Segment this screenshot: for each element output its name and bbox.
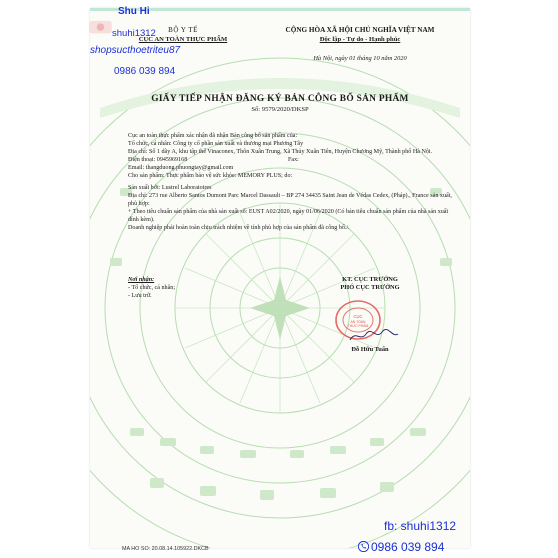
document-number: Số: 9579/2020/DKSP — [251, 106, 309, 113]
body-email: Email: thangduong.phuongtay@gmail.com — [128, 165, 234, 172]
document-body — [128, 132, 456, 232]
recipient-item: - Tổ chức, cá nhân; — [128, 285, 176, 292]
dossier-code: MA HO SO: 20.08.14.105922.DKCB — [122, 546, 209, 552]
signature-line-2: PHÓ CỤC TRƯỞNG — [340, 284, 400, 292]
watermark-handle: shuhi1312 — [112, 28, 156, 39]
watermark-phone-bottom-text: 0986 039 894 — [371, 540, 445, 554]
recipients-block — [128, 276, 278, 300]
body-standard: + Theo tiêu chuẩn sản phẩm của nhà sản xuất số: EUST A02/2020, ngày 01/06/2020 (Có bản tiêu chuẩn sản phẩm của nhà sản xuất đính kèm). — [128, 208, 449, 223]
certificate-document — [90, 8, 470, 548]
signature-title — [305, 276, 435, 293]
document-title: GIẤY TIẾP NHẬN ĐĂNG KÝ BẢN CÔNG BỐ SẢN PHẨM — [151, 94, 409, 104]
watermark-name: Shu Hi — [118, 6, 150, 17]
body-organization: Tổ chức, cá nhân: Công ty cổ phần sản xuất và thương mại Phương Tây — [128, 141, 304, 148]
ministry-name: BỘ Y TẾ — [168, 26, 198, 34]
body-intro: Cục an toàn thực phẩm xác nhận đã nhận Bản công bố sản phẩm của: — [128, 133, 298, 139]
issue-date: Hà Nội, ngày 01 tháng 10 năm 2020 — [313, 55, 407, 62]
national-motto: Độc lập - Tự do - Hạnh phúc — [319, 36, 401, 43]
stamp-text: CỤC — [353, 314, 363, 319]
body-fax: Fax: — [288, 157, 299, 164]
watermark-facebook: fb: shuhi1312 — [384, 519, 457, 533]
phone-icon — [358, 541, 369, 552]
watermark-shop: shopsucthoetriteu87 — [90, 45, 181, 56]
body-phone-line — [128, 156, 456, 164]
watermark-phone: 0986 039 894 — [114, 66, 176, 77]
watermark-phone-bottom — [358, 540, 444, 554]
recipient-item: - Lưu trữ. — [128, 293, 152, 300]
body-manufacturer: Sản xuất bởi: Lustrel Laboratoires — [128, 184, 212, 191]
nation-name: CỘNG HÒA XÃ HỘI CHỦ NGHĨA VIỆT NAM — [285, 26, 435, 34]
handwritten-signature — [348, 328, 400, 344]
recipients-label: Nơi nhận: — [128, 277, 155, 283]
signer-name: Đỗ Hữu Tuấn — [351, 346, 389, 353]
department-name: CỤC AN TOÀN THỰC PHẨM — [138, 36, 228, 43]
body-manufacturer-address: Địa chỉ: 273 rue Alberto Santos Dumont Parc Marcel Dassault – BP 274 34435 Saint Jean de Védas Cedex, (Pháp)., France sản xuất, phù hợp: — [128, 192, 452, 207]
body-address: Địa chỉ: Số 1 dãy A, khu tập thể Vinaconex, Thôn Xuân Trung, Xã Thủy Xuân Tiên, Huyện Chương Mỹ, Thành phố Hà Nội. — [128, 149, 433, 156]
body-responsibility: Doanh nghiệp phải hoàn toàn chịu trách nhiệm về tính phù hợp của sản phẩm đã công bố./. — [128, 225, 350, 232]
body-product: Cho sản phẩm: Thực phẩm bảo vệ sức khỏe: MEMORY PLUS; do: — [128, 173, 293, 180]
header-nation — [260, 26, 460, 63]
signature-line-1: KT. CỤC TRƯỞNG — [342, 276, 398, 283]
svg-text:AN TOÀN: AN TOÀN — [350, 320, 366, 324]
body-phone: Điện thoại: 0945969168 — [128, 157, 188, 164]
svg-text:THỰC PHẨM: THỰC PHẨM — [347, 324, 369, 328]
